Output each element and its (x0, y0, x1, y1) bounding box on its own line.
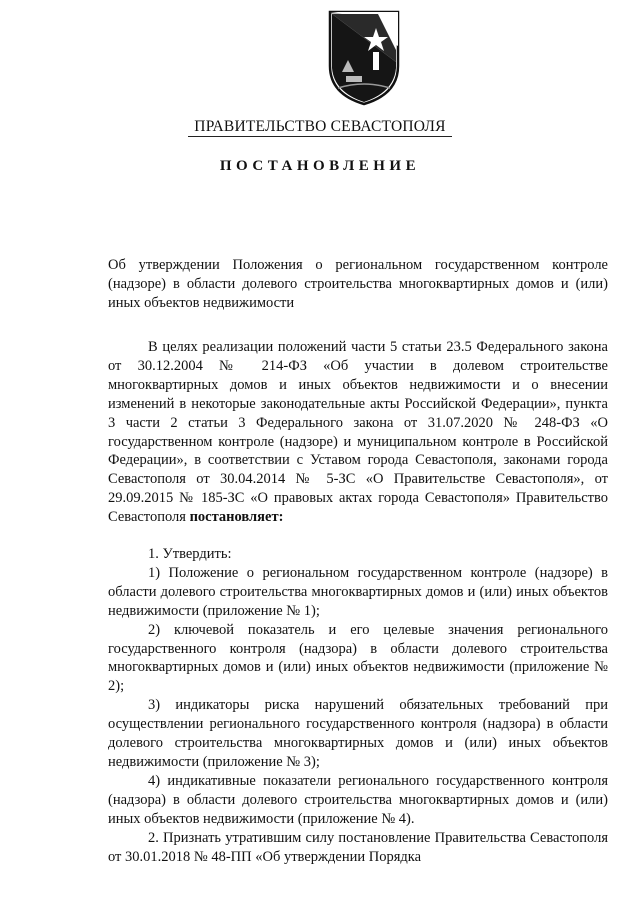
document-type: ПОСТАНОВЛЕНИЕ (219, 158, 421, 174)
coat-of-arms-icon (328, 10, 400, 106)
preamble-verb: постановляет: (189, 509, 284, 526)
sub-item-3: 3) индикаторы риска нарушений обязательных требований при осуществлении регионального государственного контроля (надзора) в области долевого строительства многоквартирных домов и (или) иных объектов недвижимости (приложение № 3); (108, 697, 608, 770)
document-subject: Об утверждении Положения о региональном государственном контроле (надзоре) в области долевого строительства многоквартирных домов и (или) иных объектов недвижимости (108, 257, 608, 311)
preamble (108, 338, 608, 527)
item-1-heading: 1. Утвердить: (148, 546, 232, 562)
sub-item-4: 4) индикативные показатели регионального государственного контроля (надзора) в области долевого строительства многоквартирных домов и (или) иных объектов недвижимости (приложение № 4). (108, 772, 608, 827)
sub-item-1: 1) Положение о региональном государственном контроле (надзоре) в области долевого строительства многоквартирных домов и (или) иных объектов недвижимости (приложение № 1); (108, 564, 608, 619)
resolution-body (108, 545, 608, 866)
sub-item-2: 2) ключевой показатель и его целевые значения регионального государственного контроля (надзора) в области долевого строительства многоквартирных домов и (или) иных объектов недвижимости (приложение № 2); (108, 621, 608, 695)
government-title: ПРАВИТЕЛЬСТВО СЕВАСТОПОЛЯ (0, 118, 640, 136)
preamble-text: В целях реализации положений части 5 статьи 23.5 Федерального закона от 30.12.2004 № 214-ФЗ «Об участии в долевом строительстве многоквартирных домов и иных объектов недвижимости и о внесении изменений в некоторые законодательные акты Российской Федерации», пункта 3 части 2 статьи 3 Федерального закона от 31.07.2020 № 248-ФЗ «О государственном контроле (надзоре) и муниципальном контроле в Российской Федерации», в соответствии с Уставом города Севастополя, законами города Севастополя от 30.04.2014 № 5-ЗС «О Правительстве Севастополя», от 29.09.2015 № 185-ЗС «О правовых актах города Севастополя» Правительство Севастополя (108, 339, 608, 526)
item-2: 2. Признать утратившим силу постановление Правительства Севастополя от 30.01.2018 № 48-ПП «Об утверждении Порядка (108, 829, 608, 865)
